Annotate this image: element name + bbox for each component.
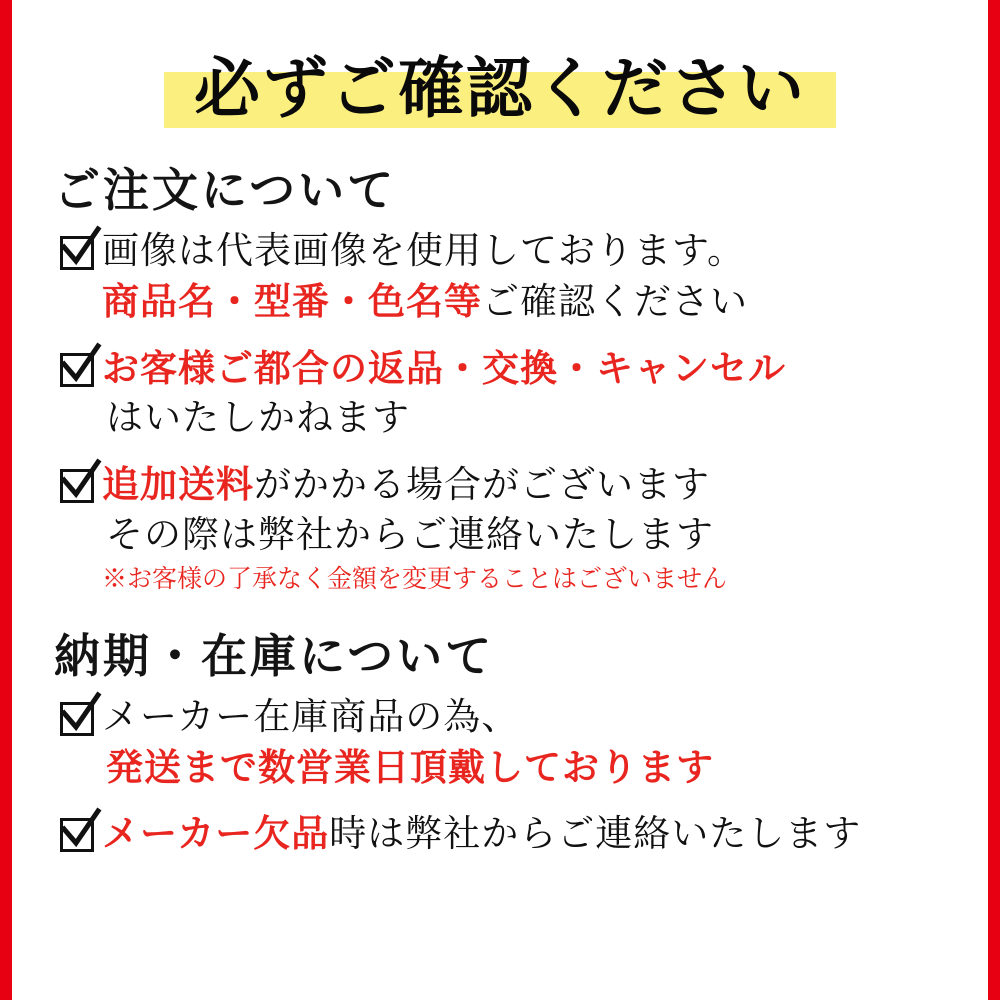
list-line <box>102 808 964 859</box>
list-line-black: がかかる場合がございます <box>254 463 710 506</box>
check-icon <box>60 702 94 736</box>
list-item-text <box>102 343 964 443</box>
list-item <box>60 692 964 792</box>
right-red-bar <box>988 0 1000 1000</box>
list-line <box>102 276 964 327</box>
list-line-red: 追加送料 <box>102 462 254 506</box>
section-heading-delivery: 納期・在庫について <box>54 629 495 683</box>
list-line: はいたしかねます <box>106 396 410 439</box>
page-title: 必ずご確認ください <box>194 49 806 127</box>
list-line: メーカー在庫商品の為、 <box>102 695 520 738</box>
notice-page <box>12 0 988 1000</box>
list-line-black: 時は弊社からご連絡いたします <box>329 812 862 855</box>
check-icon <box>60 236 94 270</box>
list-line: お客様ご都合の返品・交換・キャンセル <box>102 346 786 390</box>
list-item-text <box>102 692 964 792</box>
checkmark-glyph <box>56 458 102 504</box>
checkmark-glyph <box>56 342 102 388</box>
list-line: その際は弊社からご連絡いたします <box>106 513 714 556</box>
check-icon <box>60 353 94 387</box>
list-item <box>60 808 964 859</box>
list-line-red: メーカー欠品 <box>102 811 330 855</box>
list-line-black: ご確認ください <box>482 280 748 323</box>
list-item <box>60 459 964 598</box>
page-title-block <box>36 34 964 144</box>
list-item-text <box>102 459 964 598</box>
list-item-text <box>102 226 964 327</box>
left-red-bar <box>0 0 12 1000</box>
list-item-text <box>102 808 964 859</box>
list-note: ※お客様の了承なく金額を変更することはございません <box>102 564 728 593</box>
list-line-red: 商品名・型番・色名等 <box>102 279 482 323</box>
list-line: 発送まで数営業日頂戴しております <box>106 745 714 789</box>
list-line: 画像は代表画像を使用しております。 <box>102 229 746 272</box>
check-icon <box>60 818 94 852</box>
checkmark-glyph <box>56 807 102 853</box>
list-item <box>60 343 964 443</box>
list-line <box>102 459 964 510</box>
check-icon <box>60 469 94 503</box>
list-item <box>60 226 964 327</box>
checkmark-glyph <box>56 691 102 737</box>
section-heading-orders: ご注文について <box>54 163 397 217</box>
checkmark-glyph <box>56 225 102 271</box>
